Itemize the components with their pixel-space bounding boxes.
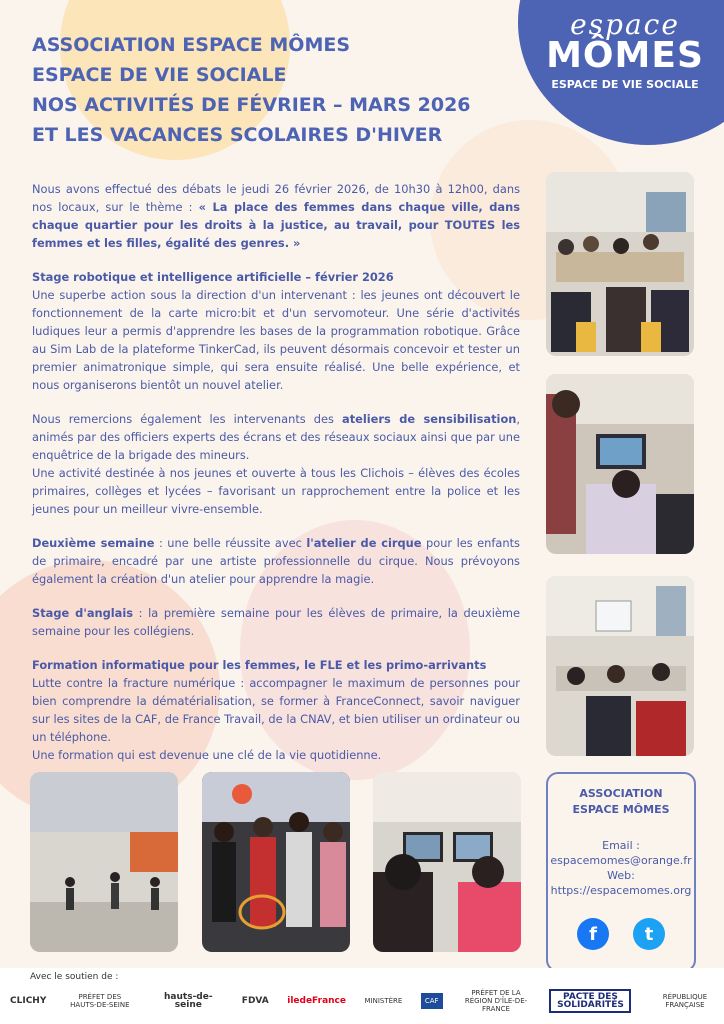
computing-section	[32, 656, 520, 764]
sponsor-republique-logo: RÉPUBLIQUE FRANÇAISE	[662, 993, 708, 1009]
awareness-post: , animés par des officiers experts des écrans et des réseaux sociaux ainsi que par une enquêtrice de la brigade des mineurs.	[32, 412, 521, 462]
sponsor-idf-logo: iledeFrance	[287, 996, 346, 1006]
robotics-heading: Stage robotique et intelligence artificielle – février 2026	[32, 270, 394, 284]
week2-bold2: l'atelier de cirque	[306, 536, 422, 550]
title-line-3: NOS ACTIVITÉS DE FÉVRIER – MARS 2026	[32, 94, 471, 116]
week2-mid: : une belle réussite avec	[154, 536, 307, 550]
awareness-bold: ateliers de sensibilisation	[342, 412, 517, 426]
awareness-section	[32, 410, 520, 518]
title-line-4: ET LES VACANCES SCOLAIRES D'HIVER	[32, 124, 443, 146]
sponsor-fdva-logo: FDVA	[241, 996, 269, 1006]
sponsor-prefet-hds-logo: PRÉFET DES HAUTS-DE-SEINE	[70, 993, 130, 1009]
contact-box	[546, 772, 696, 972]
sponsor-prefet-idf-logo: PRÉFET DE LA RÉGION D'ÎLE-DE-FRANCE	[464, 989, 528, 1013]
week2-section	[32, 534, 520, 588]
english-bold: Stage d'anglais	[32, 606, 134, 620]
photo-debate	[546, 172, 694, 356]
intro-text: Nous avons effectué des débats le jeudi 26 février 2026, de 10h30 à 12h00, dans nos locaux, sur le thème :	[32, 182, 520, 214]
robotics-text: Une superbe action sous la direction d'un intervenant : les jeunes ont découvert le fonctionnement de la carte micro:bit et d'un servomoteur. Une série d'activités ludiques leur a permis d'apprendre les bases de la programmation robotique. Grâce au Sim Lab de la plateforme TinkerCad, ils peuvent désormais concevoir et tester un premier animatronique simple, qui sera ensuite réalisé. Une belle expérience, et nous organiserons bientôt un nouvel atelier.	[32, 288, 520, 392]
contact-name-1: ASSOCIATION	[579, 787, 663, 800]
english-section	[32, 604, 520, 640]
title-line-2: ESPACE DE VIE SOCIALE	[32, 64, 287, 86]
title-line-1: ASSOCIATION ESPACE MÔMES	[32, 34, 351, 56]
web-link[interactable]: https://espacemomes.org	[550, 884, 692, 897]
intro-paragraph	[32, 180, 520, 252]
photo-women-training	[373, 772, 521, 952]
email-link[interactable]: espacemomes@orange.fr	[550, 854, 692, 867]
awareness-text2: Une activité destinée à nos jeunes et ouverte à tous les Clichois – élèves des écoles primaires, collèges et lycées – favorisant un rapprochement entre la police et les jeunes pour un meilleur vivre-ensemble.	[32, 466, 520, 516]
contact-association	[548, 786, 694, 818]
computing-text2: Une formation qui est devenue une clé de la vie quotidienne.	[32, 748, 382, 762]
sponsor-hauts-de-seine-logo: hauts-de-seine	[164, 992, 213, 1010]
sponsor-caf-logo: CAF	[421, 993, 443, 1009]
awareness-pre: Nous remercions également les intervenants des	[32, 412, 343, 426]
intro-quote: « La place des femmes dans chaque ville, dans chaque quartier pour les droits à la justice, au travail, pour TOUTES les femmes et les filles, égalité des genres. »	[32, 200, 520, 250]
photo-circus-kids	[202, 772, 350, 952]
facebook-icon[interactable]: f	[577, 918, 609, 950]
robotics-section	[32, 268, 520, 394]
twitter-icon[interactable]: t	[633, 918, 665, 950]
web-label: Web:	[607, 869, 635, 882]
footer-sponsors	[0, 968, 724, 1024]
sponsor-logos	[10, 982, 720, 1020]
english-text: : la première semaine pour les élèves de primaire, la deuxième semaine pour les collégiens.	[32, 606, 521, 638]
main-content	[32, 180, 520, 780]
computing-text: Lutte contre la fracture numérique : accompagner le maximum de personnes pour bien comprendre la dématérialisation, se former à FranceConnect, savoir naviguer sur les sites de la CAF, de France Travail, de la CNAV, et bien utiliser un ordinateur ou un téléphone.	[32, 676, 520, 744]
espace-momes-logo	[540, 8, 710, 91]
sponsor-clichy-logo: CLICHY	[10, 996, 47, 1006]
logo-momes: MÔMES	[546, 35, 704, 76]
week2-post: pour les enfants de primaire, encadré par une artiste professionnelle du cirque. Nous prévoyons également la création d'un atelier pour apprendre la magie.	[32, 536, 520, 586]
photo-circus-gym	[30, 772, 178, 952]
sponsor-pacte-logo: PACTE DES SOLIDARITÉS	[549, 989, 631, 1013]
week2-bold1: Deuxième semaine	[32, 536, 155, 550]
email-label: Email :	[602, 839, 640, 852]
logo-evs: ESPACE DE VIE SOCIALE	[551, 78, 699, 91]
sponsor-ministere-logo: MINISTÈRE	[364, 997, 403, 1005]
computing-heading: Formation informatique pour les femmes, le FLE et les primo-arrivants	[32, 658, 487, 672]
social-links	[548, 918, 694, 950]
contact-name-2: ESPACE MÔMES	[572, 803, 670, 816]
support-label: Avec le soutien de :	[30, 972, 119, 982]
page-title	[32, 30, 522, 150]
photo-computer-class	[546, 576, 694, 756]
logo-espace: espace	[570, 8, 680, 41]
photo-robotics	[546, 374, 694, 554]
